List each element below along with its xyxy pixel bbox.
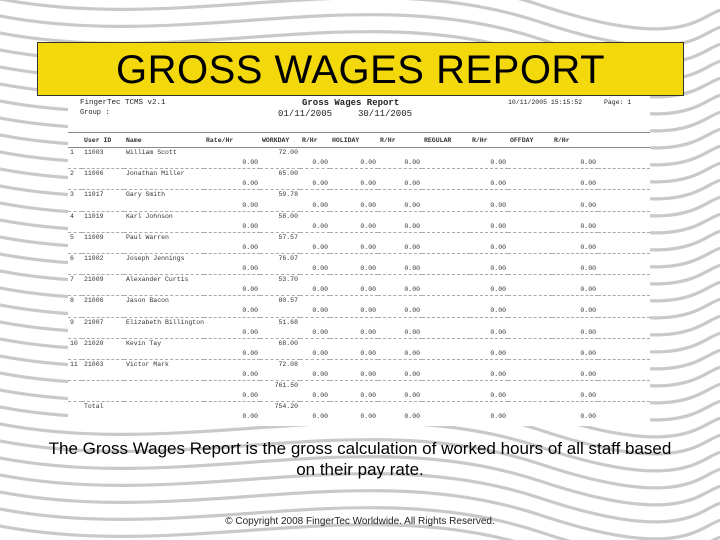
amount-cell: 0.00: [300, 158, 330, 169]
column-header: REGULAR: [422, 133, 470, 148]
row-number: 2: [70, 170, 74, 178]
employee-name-cell: Victor Mark: [126, 360, 169, 368]
hours-cell: 72.00: [278, 149, 298, 157]
report-period-from: 01/11/2005: [278, 109, 333, 119]
amount-cell: 0.00: [552, 285, 598, 296]
report-group-label: Group :: [80, 109, 110, 117]
amount-cell: 0.00: [552, 243, 598, 254]
hours-cell: 80.57: [278, 297, 298, 305]
hours-cell: 72.08: [278, 360, 298, 368]
table-row: [68, 211, 650, 222]
row-number: 10: [70, 339, 78, 347]
amount-cell: 0.00: [204, 349, 260, 360]
row-number: 1: [70, 149, 74, 157]
user-id-cell: 11002: [84, 254, 104, 262]
table-row: [68, 370, 650, 381]
amount-cell: 0.00: [300, 222, 330, 233]
hours-cell: 65.00: [278, 170, 298, 178]
amount-cell: 0.00: [378, 158, 422, 169]
employee-name-cell: Joseph Jennings: [126, 254, 185, 262]
fingerprint-ridge: [0, 473, 720, 522]
amount-cell: 0.00: [470, 391, 508, 402]
row-number: 6: [70, 254, 74, 262]
report-period-to: 30/11/2005: [358, 109, 413, 119]
column-header: HOLIDAY: [330, 133, 378, 148]
amount-cell: 0.00: [330, 370, 378, 381]
user-id-cell: 21020: [84, 339, 104, 347]
amount-cell: 0.00: [242, 413, 258, 421]
column-header: Name: [124, 133, 204, 148]
hours-cell: 51.68: [278, 318, 298, 326]
amount-cell: 0.00: [330, 243, 378, 254]
amount-cell: 0.00: [300, 285, 330, 296]
amount-cell: 0.00: [470, 179, 508, 190]
table-row: [68, 148, 650, 159]
employee-name-cell: Gary Smith: [126, 191, 166, 199]
employee-name-cell: Karl Johnson: [126, 212, 173, 220]
table-row: [68, 285, 650, 296]
amount-cell: 0.00: [378, 328, 422, 339]
amount-cell: 0.00: [552, 200, 598, 211]
table-row: [68, 253, 650, 264]
amount-cell: 0.00: [552, 370, 598, 381]
table-row: [68, 349, 650, 360]
amount-cell: 0.00: [300, 264, 330, 275]
column-header: R/Hr: [300, 133, 330, 148]
column-header: User ID: [82, 133, 124, 148]
employee-name-cell: Paul Warren: [126, 233, 169, 241]
amount-cell: 0.00: [378, 285, 422, 296]
table-row: [68, 412, 650, 422]
report-screenshot: [68, 96, 650, 426]
column-header: OFFDAY: [508, 133, 552, 148]
hours-cell: 754.20: [274, 403, 298, 411]
hours-cell: 761.50: [274, 382, 298, 390]
user-id-cell: 21003: [84, 360, 104, 368]
amount-cell: 0.00: [300, 370, 330, 381]
slide-title: GROSS WAGES REPORT: [115, 48, 606, 92]
amount-cell: 0.00: [552, 222, 598, 233]
amount-cell: 0.00: [378, 222, 422, 233]
amount-cell: 0.00: [330, 158, 378, 169]
amount-cell: 0.00: [378, 243, 422, 254]
amount-cell: 0.00: [204, 222, 260, 233]
employee-name-cell: Kevin Tay: [126, 339, 162, 347]
amount-cell: 0.00: [404, 413, 420, 421]
amount-cell: 0.00: [330, 222, 378, 233]
amount-cell: 0.00: [580, 413, 596, 421]
amount-cell: 0.00: [330, 179, 378, 190]
amount-cell: 0.00: [470, 328, 508, 339]
amount-cell: 0.00: [330, 264, 378, 275]
user-id-cell: 21007: [84, 318, 104, 326]
amount-cell: 0.00: [204, 179, 260, 190]
amount-cell: 0.00: [470, 222, 508, 233]
table-row: [68, 391, 650, 402]
amount-cell: 0.00: [300, 328, 330, 339]
amount-cell: 0.00: [470, 370, 508, 381]
user-id-cell: 11009: [84, 233, 104, 241]
amount-cell: 0.00: [470, 158, 508, 169]
user-id-cell: 11006: [84, 170, 104, 178]
user-id-cell: 11003: [84, 149, 104, 157]
total-label: Total: [84, 403, 104, 411]
table-row: [68, 179, 650, 190]
table-row: [68, 317, 650, 328]
amount-cell: 0.00: [330, 328, 378, 339]
amount-cell: 0.00: [300, 243, 330, 254]
row-number: 9: [70, 318, 74, 326]
slide-caption: The Gross Wages Report is the gross calculation of worked hours of all staff based on their pay rate.: [48, 439, 672, 479]
employee-name-cell: Alexander Curtis: [126, 276, 189, 284]
row-number: 4: [70, 212, 74, 220]
hours-cell: 53.70: [278, 276, 298, 284]
gross-wages-table: [68, 132, 650, 422]
amount-cell: 0.00: [330, 200, 378, 211]
amount-cell: 0.00: [552, 306, 598, 317]
hours-cell: 68.00: [278, 339, 298, 347]
employee-name-cell: William Scott: [126, 149, 177, 157]
amount-cell: 0.00: [378, 391, 422, 402]
amount-cell: 0.00: [552, 179, 598, 190]
table-row: [68, 328, 650, 339]
hours-cell: 59.78: [278, 191, 298, 199]
report-printed-date: 10/11/2005 15:15:52: [508, 99, 583, 106]
amount-cell: 0.00: [552, 391, 598, 402]
table-row: [68, 200, 650, 211]
amount-cell: 0.00: [378, 200, 422, 211]
amount-cell: 0.00: [300, 200, 330, 211]
amount-cell: 0.00: [378, 349, 422, 360]
amount-cell: 0.00: [204, 285, 260, 296]
table-row: [68, 359, 650, 370]
table-row: [68, 232, 650, 243]
report-heading: Gross Wages Report: [302, 98, 400, 108]
amount-cell: 0.00: [204, 306, 260, 317]
column-header: R/Hr: [470, 133, 508, 148]
amount-cell: 0.00: [204, 243, 260, 254]
amount-cell: 0.00: [552, 158, 598, 169]
report-software: FingerTec TCMS v2.1: [80, 99, 166, 107]
employee-name-cell: Jonathan Miller: [126, 170, 185, 178]
amount-cell: 0.00: [300, 349, 330, 360]
amount-cell: 0.00: [204, 370, 260, 381]
amount-cell: 0.00: [300, 391, 330, 402]
row-number: 5: [70, 233, 74, 241]
amount-cell: 0.00: [490, 413, 506, 421]
table-row: [68, 169, 650, 180]
amount-cell: 0.00: [470, 349, 508, 360]
table-row: [68, 296, 650, 307]
table-row: [68, 338, 650, 349]
table-header-row: [68, 133, 650, 148]
amount-cell: 0.00: [330, 391, 378, 402]
amount-cell: 0.00: [378, 370, 422, 381]
report-page-number: Page: 1: [604, 99, 632, 106]
hours-cell: 76.07: [278, 254, 298, 262]
table-row: [68, 275, 650, 286]
amount-cell: 0.00: [470, 200, 508, 211]
amount-cell: 0.00: [330, 306, 378, 317]
employee-name-cell: Elizabeth Billington: [126, 318, 204, 326]
table-row: [68, 190, 650, 201]
row-number: 11: [70, 360, 78, 368]
amount-cell: 0.00: [204, 200, 260, 211]
amount-cell: 0.00: [204, 391, 260, 402]
amount-cell: 0.00: [378, 264, 422, 275]
table-row: [68, 306, 650, 317]
amount-cell: 0.00: [470, 306, 508, 317]
column-header: WORKDAY: [260, 133, 300, 148]
table-row: [68, 158, 650, 169]
amount-cell: 0.00: [330, 285, 378, 296]
amount-cell: 0.00: [312, 413, 328, 421]
row-number: 7: [70, 276, 74, 284]
table-row: [68, 222, 650, 233]
user-id-cell: 11017: [84, 191, 104, 199]
amount-cell: 0.00: [470, 285, 508, 296]
table-row: [68, 243, 650, 254]
amount-cell: 0.00: [204, 264, 260, 275]
amount-cell: 0.00: [300, 179, 330, 190]
amount-cell: 0.00: [360, 413, 376, 421]
copyright-notice: © Copyright 2008 FingerTec Worldwide. All Rights Reserved.: [225, 516, 495, 527]
fingerprint-ridge: [0, 490, 720, 539]
amount-cell: 0.00: [300, 306, 330, 317]
amount-cell: 0.00: [552, 264, 598, 275]
amount-cell: 0.00: [552, 349, 598, 360]
amount-cell: 0.00: [378, 179, 422, 190]
user-id-cell: 21006: [84, 297, 104, 305]
row-number: 8: [70, 297, 74, 305]
table-row: [68, 264, 650, 275]
amount-cell: 0.00: [470, 264, 508, 275]
amount-cell: 0.00: [552, 328, 598, 339]
employee-name-cell: Jason Bacon: [126, 297, 169, 305]
amount-cell: 0.00: [378, 306, 422, 317]
table-row: [68, 402, 650, 413]
user-id-cell: 21009: [84, 276, 104, 284]
hours-cell: 58.00: [278, 212, 298, 220]
amount-cell: 0.00: [330, 349, 378, 360]
column-header: R/Hr: [378, 133, 422, 148]
hours-cell: 57.57: [278, 233, 298, 241]
row-number: 3: [70, 191, 74, 199]
user-id-cell: 11019: [84, 212, 104, 220]
amount-cell: 0.00: [204, 328, 260, 339]
amount-cell: 0.00: [470, 243, 508, 254]
amount-cell: 0.00: [204, 158, 260, 169]
column-header: R/Hr: [552, 133, 598, 148]
column-header: Rate/Hr: [204, 133, 260, 148]
table-row: [68, 381, 650, 392]
